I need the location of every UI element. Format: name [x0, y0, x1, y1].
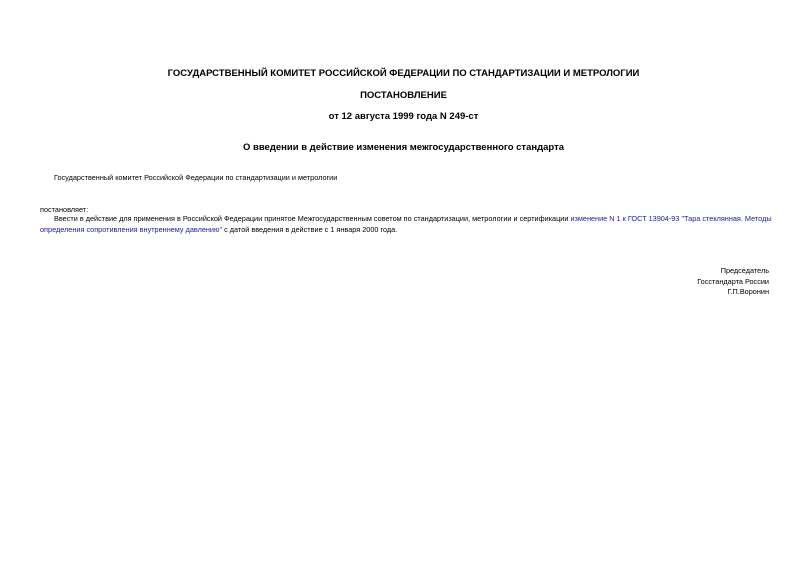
decree-paragraph [40, 214, 775, 235]
document-type-heading: ПОСТАНОВЛЕНИЕ [360, 90, 447, 101]
signatory-name: Г.П.Воронин [727, 287, 769, 296]
gost-amendment-link[interactable]: изменение N 1 к ГОСТ 13904-93 "Тара стеклянная. Методы определения сопротивления внутреннему давлению" [40, 214, 772, 234]
intro-paragraph: Государственный комитет Российской Федерации по стандартизации и метрологии [54, 173, 338, 182]
signatory-organization: Госстандарта России [697, 276, 769, 286]
decrees-label: постановляет: [40, 205, 89, 214]
signature-block [697, 266, 769, 298]
document-date-number: от 12 августа 1999 года N 249-ст [328, 111, 479, 122]
document-subject: О введении в действие изменения межгосударственного стандарта [242, 142, 565, 153]
decree-text-before-link: Ввести в действие для применения в Российской Федерации принятое Межгосударственным советом по стандартизации, метрологии и сертификации [54, 214, 571, 223]
decree-text-after-link: с датой введения в действие с 1 января 2000 года. [222, 224, 398, 234]
committee-heading: ГОСУДАРСТВЕННЫЙ КОМИТЕТ РОССИЙСКОЙ ФЕДЕРАЦИИ ПО СТАНДАРТИЗАЦИИ И МЕТРОЛОГИИ [167, 68, 640, 79]
signatory-title: Председатель [720, 266, 769, 275]
